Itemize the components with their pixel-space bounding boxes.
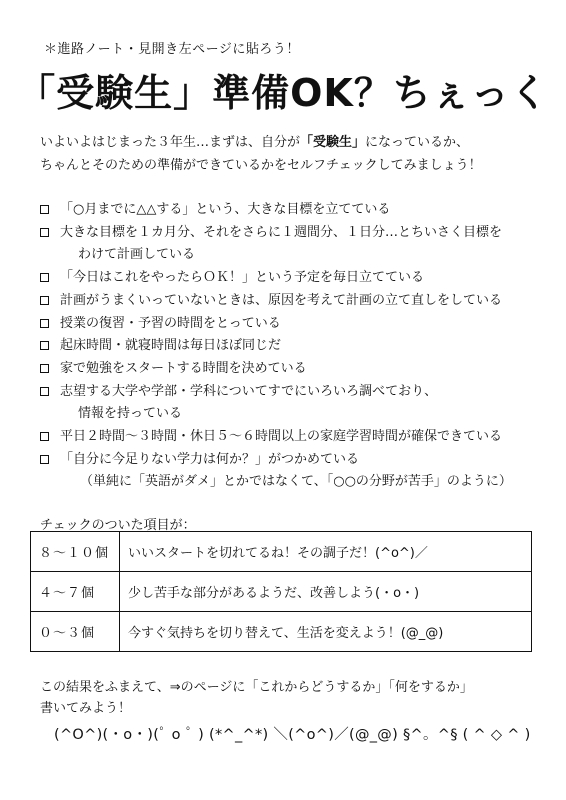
checklist-item-continuation: わけて計画している (78, 247, 196, 263)
table-row (31, 612, 532, 652)
checklist (38, 199, 538, 494)
checklist-item[interactable] (38, 290, 538, 313)
emoticons-row: (^O^)(・o・)(ﾟ o ﾟ ) (*^_^*) ＼(^o^)／(@_@) §^。^§ ( ^ ◇ ^ ) (54, 727, 531, 743)
intro-line-1 (40, 131, 482, 154)
result-range: ０～３個 (31, 612, 120, 652)
result-range: ８～１０個 (31, 532, 120, 572)
page-title: 「受験生」準備OK？ちぇっく (17, 71, 549, 115)
checkbox[interactable] (40, 455, 49, 464)
checklist-item[interactable] (38, 267, 538, 290)
checklist-note: （単純に「英語がダメ」とかではなくて、「○○の分野が苦手」のように） (80, 474, 512, 490)
result-range: ４～７個 (31, 572, 120, 612)
checklist-item-text: 家で勉強をスタートする時間を決めている (60, 360, 307, 376)
checklist-item[interactable] (38, 358, 538, 381)
checklist-item-text: 「今日はこれをやったらＯＫ！」という予定を毎日立てている (60, 270, 425, 286)
checkbox[interactable] (40, 341, 49, 350)
checklist-item[interactable] (38, 335, 538, 358)
checkbox[interactable] (40, 228, 49, 237)
checklist-item-text: 「自分に今足りない学力は何か？」がつかめている (60, 451, 360, 467)
checkbox[interactable] (40, 205, 49, 214)
checkbox[interactable] (40, 387, 49, 396)
results-table (30, 531, 532, 652)
checklist-item[interactable] (38, 426, 538, 449)
checklist-item[interactable] (38, 199, 538, 222)
checklist-item-text: 授業の復習・予習の時間をとっている (60, 315, 281, 331)
intro-text (40, 131, 482, 177)
checklist-item-text: 平日２時間～３時間・休日５～６時間以上の家庭学習時間が確保できている (60, 429, 503, 445)
checkbox[interactable] (40, 319, 49, 328)
checklist-item-text: 大きな目標を１カ月分、それをさらに１週間分、１日分…とちいさく目標を (60, 224, 503, 240)
result-message: 少し苦手な部分があるようだ、改善しよう(・o・) (120, 572, 532, 612)
checklist-item[interactable] (38, 381, 538, 426)
closing-line-1: この結果をふまえて、⇒のページに「これからどうするか」「何をするか」 (40, 680, 473, 695)
intro-highlight: 「受験生」 (300, 135, 366, 150)
checklist-item[interactable] (38, 313, 538, 336)
table-row (31, 532, 532, 572)
result-message: 今すぐ気持ちを切り替えて、生活を変えよう！(@_@) (120, 612, 532, 652)
closing-line-2: 書いてみよう！ (40, 701, 132, 716)
closing-text (40, 677, 473, 719)
intro-line-1-before: いよいよはじまった３年生…まずは、自分が (40, 135, 301, 150)
checklist-item[interactable] (38, 449, 538, 472)
result-label: チェックのついた項目が： (40, 518, 196, 533)
checklist-item-text: 志望する大学や学部・学科についてすでにいろいろ調べており、 (60, 383, 438, 399)
checkbox[interactable] (40, 432, 49, 441)
result-message: いいスタートを切れてるね！その調子だ！(^o^)／ (120, 532, 532, 572)
checkbox[interactable] (40, 296, 49, 305)
checklist-item-text: 計画がうまくいっていないときは、原因を考えて計画の立て直しをしている (60, 292, 503, 308)
checkbox[interactable] (40, 273, 49, 282)
checklist-item-continuation: 情報を持っている (78, 406, 183, 422)
checkbox[interactable] (40, 364, 49, 373)
intro-line-2: ちゃんとそのための準備ができているかをセルフチェックしてみましょう！ (40, 158, 482, 173)
intro-line-1-after: になっているか、 (365, 135, 470, 150)
checklist-item[interactable] (38, 222, 538, 267)
checklist-item-text: 「○月までに△△する」という、大きな目標を立てている (60, 202, 391, 217)
table-row (31, 572, 532, 612)
note-text: ＊進路ノート・見開き左ページに貼ろう！ (44, 42, 300, 57)
checklist-item-text: 起床時間・就寝時間は毎日ほぼ同じだ (60, 338, 282, 354)
